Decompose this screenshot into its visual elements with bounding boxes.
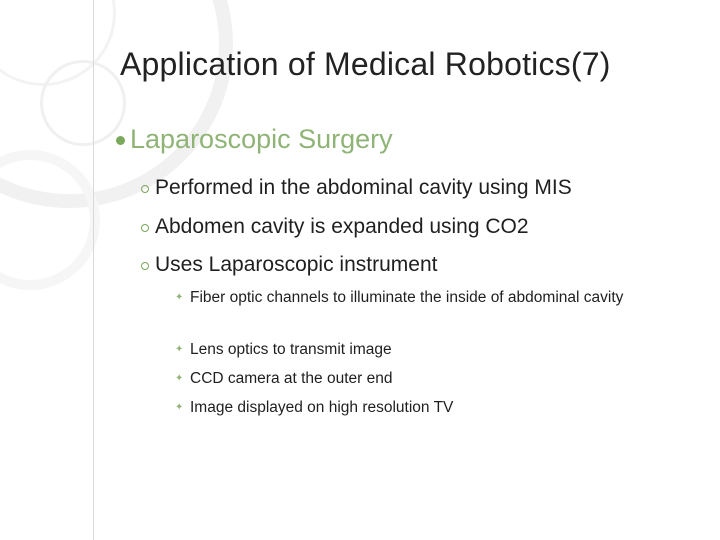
slide-title: Application of Medical Robotics(7) [120, 46, 611, 82]
star-bullet-icon: ✦ [175, 292, 184, 303]
ring-bullet-icon [141, 185, 149, 193]
bullet-level1 [130, 124, 393, 155]
bullet-level2 [155, 176, 572, 200]
divider-line [93, 0, 94, 540]
bullet-level2-text: Abdomen cavity is expanded using CO2 [155, 215, 529, 238]
ring-bullet-icon [141, 224, 149, 232]
bullet-level3 [175, 339, 680, 360]
bullet-level2 [155, 215, 529, 239]
bullet-level3-text: CCD camera at the outer end [190, 370, 393, 387]
star-bullet-icon: ✦ [175, 402, 184, 413]
bullet-level3 [175, 287, 680, 308]
bullet-level2 [155, 253, 437, 277]
bullet-level3 [175, 368, 680, 389]
decorative-circle [40, 60, 126, 146]
bullet-level3-text: Fiber optic channels to illuminate the inside of abdominal cavity [190, 289, 624, 306]
ring-bullet-icon [141, 262, 149, 270]
bullet-level2-text: Performed in the abdominal cavity using MIS [155, 176, 572, 199]
bullet-level3-text: Image displayed on high resolution TV [190, 399, 454, 416]
bullet-level3-text: Lens optics to transmit image [190, 341, 392, 358]
star-bullet-icon: ✦ [175, 344, 184, 355]
bullet-level3 [175, 397, 680, 418]
star-bullet-icon: ✦ [175, 373, 184, 384]
bullet-level1-text: Laparoscopic Surgery [130, 124, 393, 154]
bullet-level2-text: Uses Laparoscopic instrument [155, 253, 438, 276]
filled-circle-bullet-icon [116, 136, 125, 145]
